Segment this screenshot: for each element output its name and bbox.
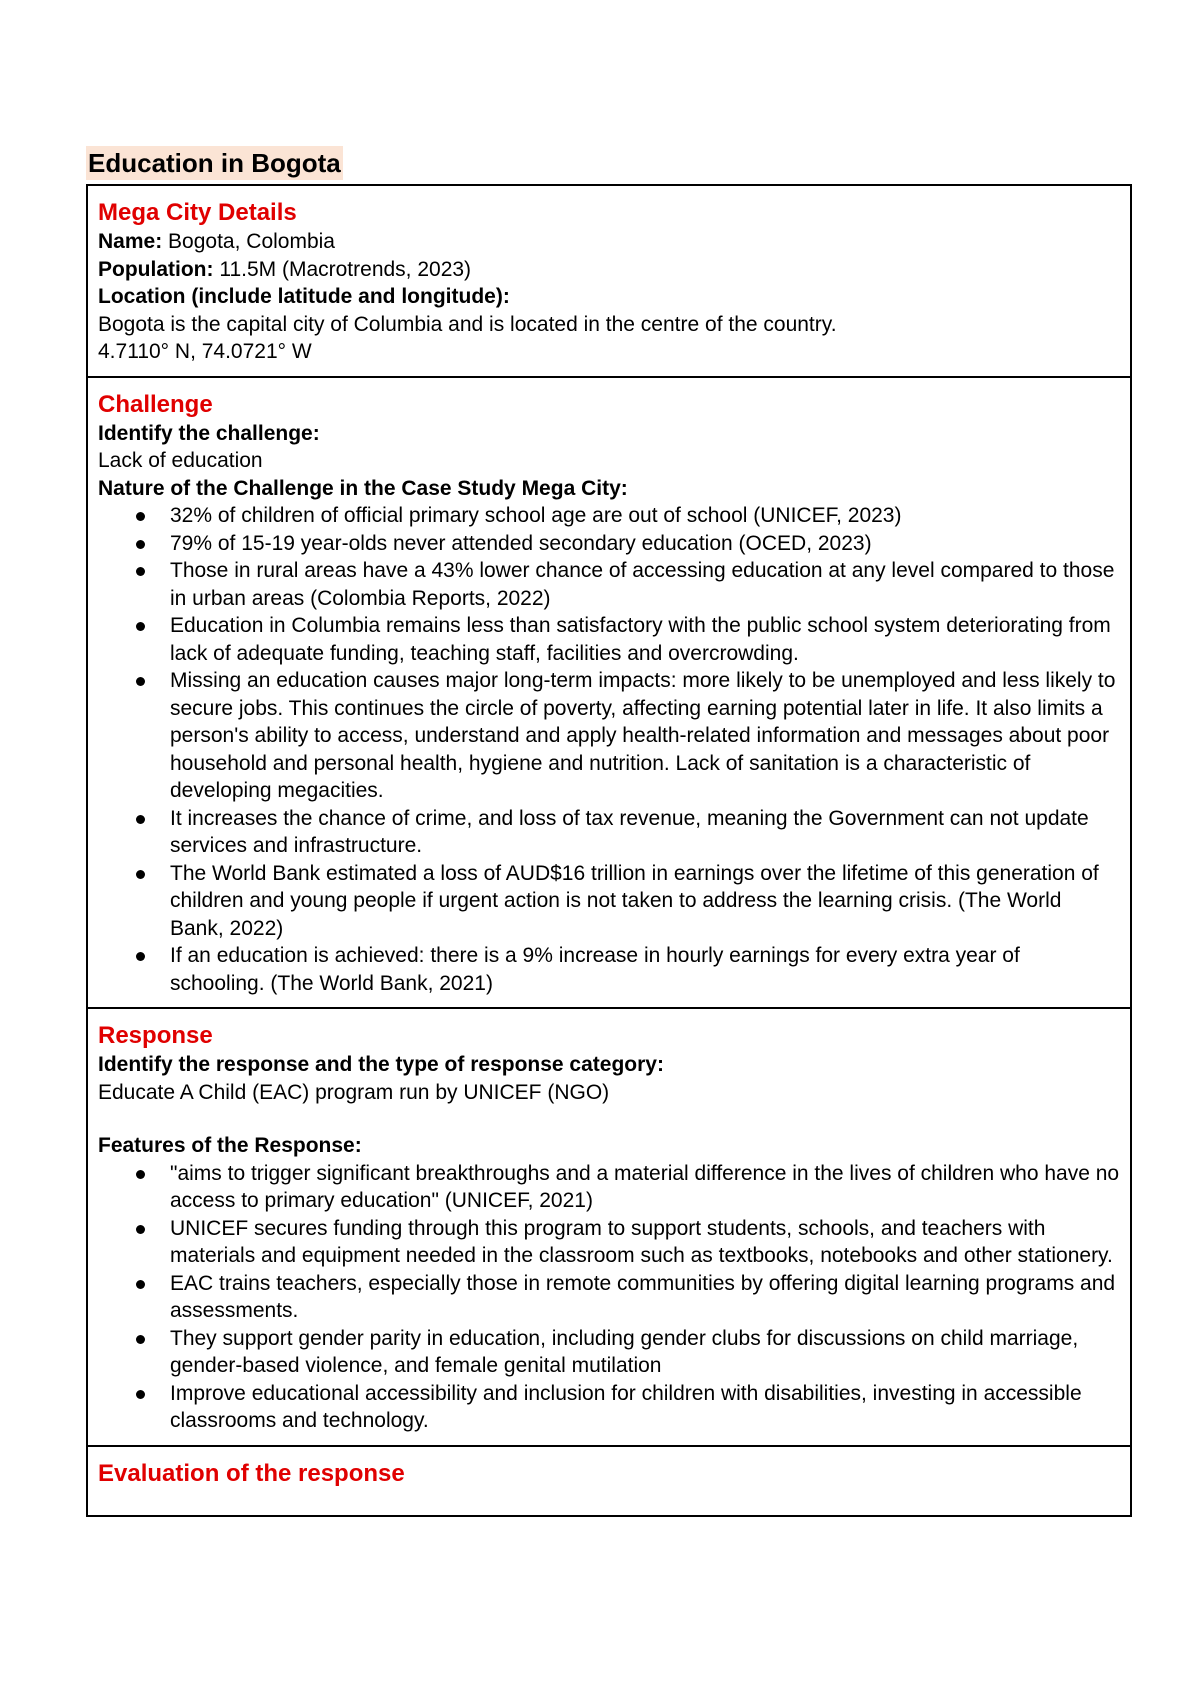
mega-city-cell [87, 185, 1131, 377]
list-item: It increases the chance of crime, and loss of tax revenue, meaning the Government can not update services and infrastructure. [98, 805, 1120, 860]
response-identify-label: Identify the response and the type of response category: [98, 1053, 664, 1076]
list-item: "aims to trigger significant breakthroughs and a material difference in the lives of children who have no access to primary education" (UNICEF, 2021) [98, 1160, 1120, 1215]
list-item: The World Bank estimated a loss of AUD$16 trillion in earnings over the lifetime of this generation of children and young people if urgent action is not taken to address the learning crisis. (The World Bank, 2022) [98, 860, 1120, 943]
case-study-table [86, 184, 1132, 1517]
population-label: Population: [98, 257, 214, 281]
response-bullet-list [98, 1160, 1120, 1435]
population-value: 11.5M (Macrotrends, 2023) [219, 257, 472, 281]
list-item: UNICEF secures funding through this program to support students, schools, and teachers with materials and equipment needed in the classroom such as textbooks, notebooks and other stationery. [98, 1215, 1120, 1270]
response-heading: Response [98, 1022, 213, 1049]
response-cell [87, 1008, 1131, 1446]
response-row [87, 1008, 1131, 1446]
challenge-identify-value: Lack of education [98, 449, 263, 472]
challenge-heading: Challenge [98, 390, 213, 418]
list-item: EAC trains teachers, especially those in remote communities by offering digital learning programs and assessments. [98, 1270, 1120, 1325]
list-item: Education in Columbia remains less than satisfactory with the public school system deteriorating from lack of adequate funding, teaching staff, facilities and overcrowding. [98, 612, 1120, 667]
name-line [98, 228, 1120, 256]
location-text: Bogota is the capital city of Columbia and is located in the centre of the country. [98, 312, 837, 336]
name-label: Name: [98, 230, 163, 253]
name-value: Bogota, Colombia [168, 230, 335, 253]
location-label: Location (include latitude and longitude): [98, 285, 510, 308]
coordinates: 4.7110° N, 74.0721° W [98, 340, 312, 363]
mega-city-row [87, 185, 1131, 377]
list-item: Those in rural areas have a 43% lower chance of accessing education at any level compared to those in urban areas (Colombia Reports, 2022) [98, 557, 1120, 612]
evaluation-cell [87, 1446, 1131, 1516]
evaluation-heading: Evaluation of the response [98, 1459, 405, 1487]
challenge-cell [87, 377, 1131, 1009]
list-item: Missing an education causes major long-term impacts: more likely to be unemployed and less likely to secure jobs. This continues the circle of poverty, affecting earning potential later in life. It also limits a person's ability to access, understand and apply health-related information and messages about poor household and personal health, hygiene and nutrition. Lack of sanitation is a characteristic of developing megacities. [98, 667, 1120, 805]
blank-line [98, 1106, 1120, 1132]
evaluation-row [87, 1446, 1131, 1516]
challenge-bullet-list [98, 502, 1120, 997]
document-title: Education in Bogota [88, 148, 341, 178]
response-features-label: Features of the Response: [98, 1134, 362, 1157]
list-item: They support gender parity in education, including gender clubs for discussions on child marriage, gender-based violence, and female genital mutilation [98, 1325, 1120, 1380]
list-item: 79% of 15-19 year-olds never attended secondary education (OCED, 2023) [98, 530, 1120, 558]
challenge-row [87, 377, 1131, 1009]
challenge-nature-label: Nature of the Challenge in the Case Study Mega City: [98, 476, 628, 500]
list-item: Improve educational accessibility and inclusion for children with disabilities, investing in accessible classrooms and technology. [98, 1380, 1120, 1435]
list-item: 32% of children of official primary school age are out of school (UNICEF, 2023) [98, 502, 1120, 530]
list-item: If an education is achieved: there is a 9% increase in hourly earnings for every extra year of schooling. (The World Bank, 2021) [98, 942, 1120, 997]
response-identify-value: Educate A Child (EAC) program run by UNICEF (NGO) [98, 1080, 610, 1104]
population-line [98, 256, 1120, 284]
mega-city-heading: Mega City Details [98, 199, 297, 226]
challenge-identify-label: Identify the challenge: [98, 421, 320, 445]
